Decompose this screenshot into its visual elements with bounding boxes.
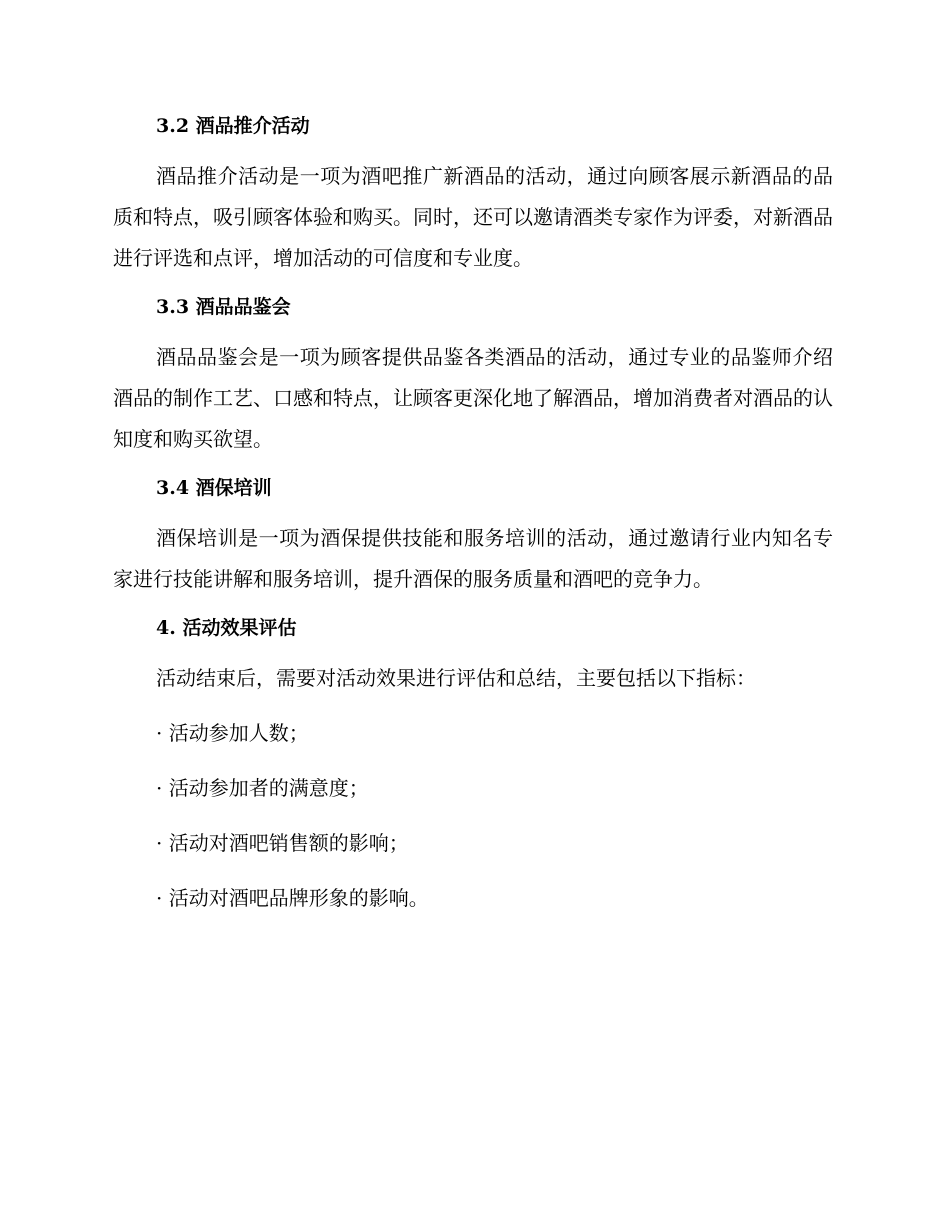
document-content	[113, 112, 833, 919]
list-item: · 活动对酒吧品牌形象的影响。	[156, 886, 429, 910]
section-heading-3-2: 3.2 酒品推介活动	[156, 115, 310, 137]
section-heading-4: 4. 活动效果评估	[156, 617, 297, 639]
section-body-4: 活动结束后，需要对活动效果进行评估和总结，主要包括以下指标：	[156, 666, 756, 690]
list-item: · 活动对酒吧销售额的影响；	[156, 831, 409, 855]
list-item: · 活动参加者的满意度；	[156, 776, 369, 800]
section-body-3-3: 酒品品鉴会是一项为顾客提供品鉴各类酒品的活动，通过专业的品鉴师介绍酒品的制作工艺、口感和特点，让顾客更深化地了解酒品，增加消费者对酒品的认知度和购买欲望。	[113, 345, 833, 451]
list-item: · 活动参加人数；	[156, 721, 309, 745]
section-body-3-4: 酒保培训是一项为酒保提供技能和服务培训的活动，通过邀请行业内知名专家进行技能讲解和服务培训，提升酒保的服务质量和酒吧的竞争力。	[113, 526, 833, 591]
section-heading-3-4: 3.4 酒保培训	[156, 477, 272, 499]
section-body-3-2: 酒品推介活动是一项为酒吧推广新酒品的活动，通过向顾客展示新酒品的品质和特点，吸引顾客体验和购买。同时，还可以邀请酒类专家作为评委，对新酒品进行评选和点评，增加活动的可信度和专业度。	[113, 164, 833, 270]
section-heading-3-3: 3.3 酒品品鉴会	[156, 296, 291, 318]
evaluation-bullet-list	[113, 713, 833, 919]
